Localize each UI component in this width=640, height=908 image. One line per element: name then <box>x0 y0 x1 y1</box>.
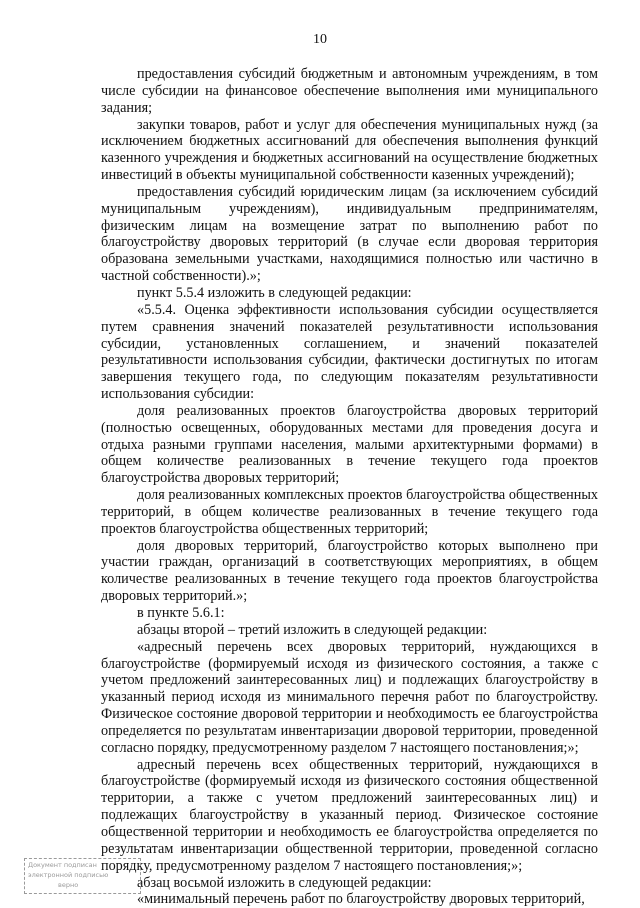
paragraph: в пункте 5.6.1: <box>137 605 225 621</box>
paragraph: предоставления субсидий юридическим лицам (за исключением субсидий муниципальным учреждениям), индивидуальным предпринимателям, физическим лицам на возмещение затрат по выполнению работ по благоустройству дворовых территорий (в случае если дворовая территория образована земельными участками, находящимися полностью или частично в частной собственности).»; <box>101 183 598 285</box>
paragraph: доля реализованных комплексных проектов благоустройства общественных территорий, в общем количестве реализованных в течение текущего года проектов благоустройства общественных территорий; <box>101 487 598 537</box>
paragraph: предоставления субсидий бюджетным и автономным учреждениям, в том числе субсидии на финансовое обеспечение выполнения ими муниципального задания; <box>101 66 598 116</box>
paragraph: «минимальный перечень работ по благоустройству дворовых территорий, <box>137 891 585 908</box>
paragraph: закупки товаров, работ и услуг для обеспечения муниципальных нужд (за исключением бюджетных ассигнований для обеспечения выполнения функций казенного учреждения и бюджетных ассигнований на осуществление бюджетных инвестиций в объекты муниципальной собственности казенных учреждений); <box>101 116 598 184</box>
paragraph: абзацы второй – третий изложить в следующей редакции: <box>137 621 488 638</box>
document-body <box>101 66 598 908</box>
paragraph: пункт 5.5.4 изложить в следующей редакции: <box>137 284 412 301</box>
stamp-line: верно <box>58 881 79 889</box>
paragraph: адресный перечень всех общественных территорий, нуждающихся в благоустройстве (формируемый исходя из физического состояния общественной территории, а также с учетом предложений заинтересованных лиц) и подлежащих благоустройству в указанный период. Физическое состояние общественной территории и необходимость ее благоустройства определяется по результатам инвентаризации общественной территории, проведенной согласно порядку, предусмотренному разделом 7 настоящего постановления;»; <box>101 756 598 874</box>
paragraph: «адресный перечень всех дворовых территорий, нуждающихся в благоустройстве (формируемый исходя из физического состояния, а также с учетом предложений заинтересованных лиц) и подлежащих благоустройству в указанный период исходя из минимального перечня работ по благоустройству. Физическое состояние дворовой территории и необходимость ее благоустройства определяется по результатам инвентаризации дворовой территории, проведенной согласно порядку, предусмотренному разделом 7 настоящего постановления;»; <box>101 638 598 756</box>
stamp-line: электронной подписью <box>28 871 109 879</box>
paragraph: доля дворовых территорий, благоустройство которых выполнено при участии граждан, организаций в соответствующих мероприятиях, в общем количестве реализованных в течение текущего года проектов благоустройства дворовых территорий.»; <box>101 537 598 605</box>
paragraph: «5.5.4. Оценка эффективности использования субсидии осуществляется путем сравнения значений показателей результативности использования субсидии, установленных соглашением, и значений показателей результативности использования субсидии, фактически достигнутых по итогам завершения текущего года, по следующим показателям результативности использования субсидии: <box>101 301 598 403</box>
paragraph: доля реализованных проектов благоустройства дворовых территорий (полностью освещенных, оборудованных местами для проведения досуга и отдыха разными группами населения, малыми архитектурными формами) в общем количестве реализованных в течение текущего года проектов благоустройства дворовых территорий; <box>101 402 598 487</box>
page-number: 10 <box>313 32 327 47</box>
stamp-line: Документ подписан <box>28 861 97 869</box>
paragraph: абзац восьмой изложить в следующей редакции: <box>137 874 432 891</box>
signature-stamp <box>24 858 141 894</box>
